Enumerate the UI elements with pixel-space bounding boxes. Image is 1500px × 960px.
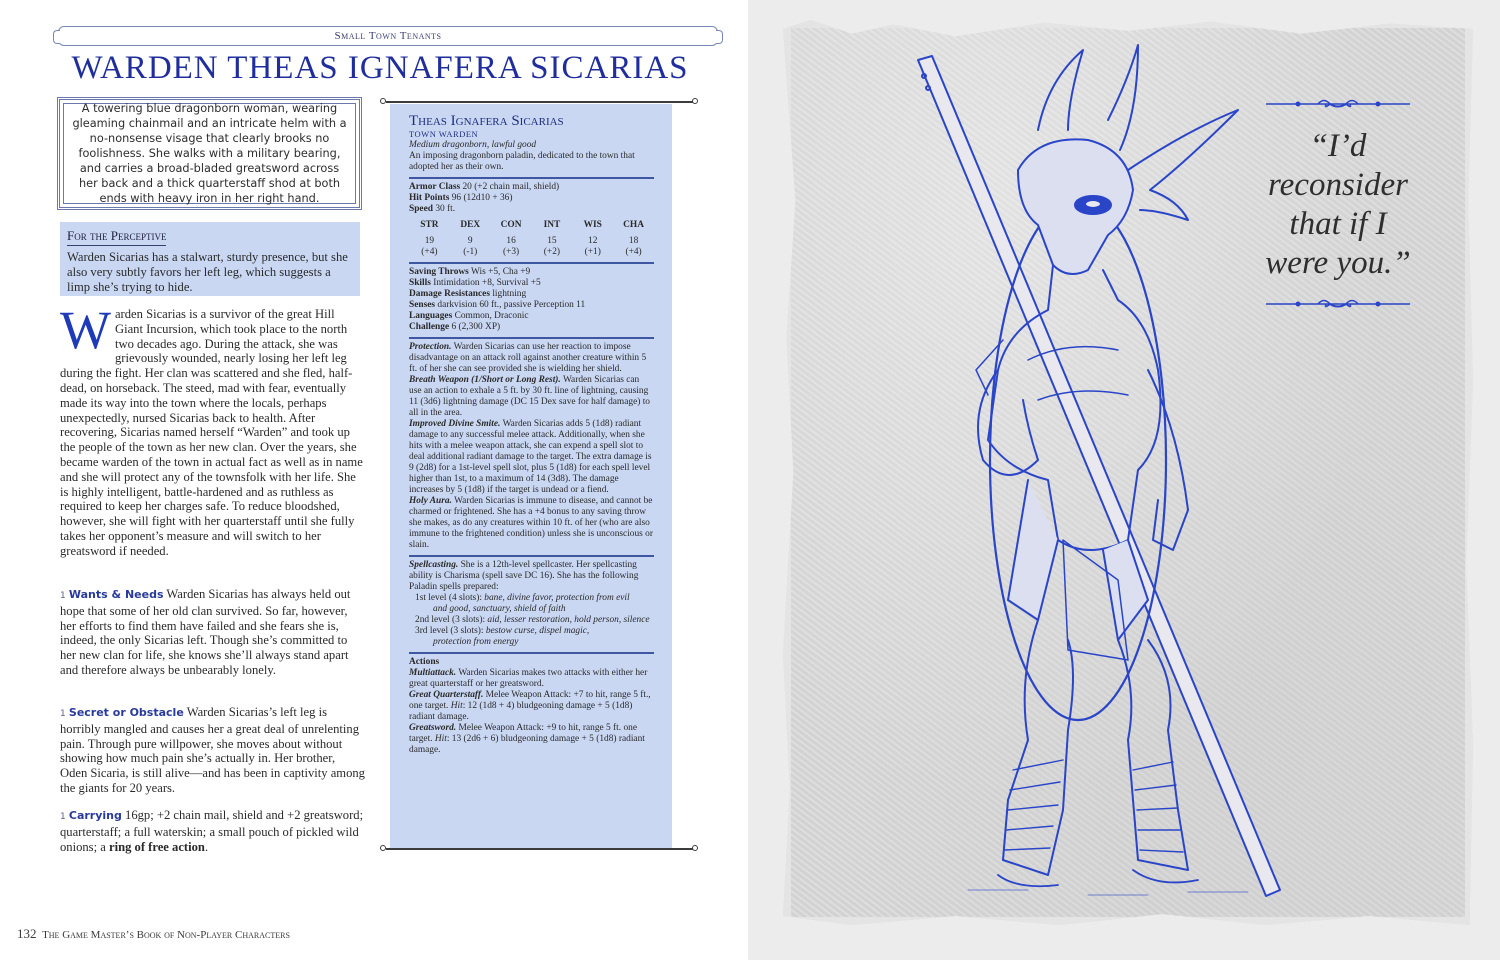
spell-list-continued: and good, sanctuary, shield of faith	[433, 604, 566, 614]
spell-level-2	[409, 615, 654, 626]
armor-class-line	[409, 182, 654, 193]
divider	[409, 177, 654, 179]
damage-resistances-value: lightning	[489, 289, 527, 299]
action-text: Warden Sicarias makes two attacks with either her great quarterstaff or her greatsword.	[409, 668, 648, 689]
secret-obstacle-paragraph	[60, 705, 365, 796]
spell-list-continued: protection from energy	[433, 637, 519, 647]
trait-holy-aura	[409, 496, 654, 551]
ability-modifier: (-1)	[463, 247, 478, 257]
spell-level-label: 2nd level (3 slots):	[415, 615, 488, 625]
ability-score: 12	[588, 236, 598, 246]
ability-modifier: (+4)	[421, 247, 438, 257]
carrying-end: .	[204, 839, 209, 854]
senses-label: Senses	[409, 300, 436, 310]
saving-throws-line	[409, 267, 654, 278]
trait-name: Protection.	[409, 342, 452, 352]
ability-score: 18	[628, 236, 639, 246]
skills-value: Intimidation +8, Survival +5	[430, 278, 541, 288]
languages-value: Common, Draconic	[452, 311, 529, 321]
stat-block-top-border	[386, 101, 696, 103]
speed-label: Speed	[409, 204, 433, 214]
spellcasting-text: She is a 12th-level spellcaster. Her spellcasting ability is Charisma (spell save DC 16). She has the following Paladin spells prepared:	[409, 560, 639, 592]
ability-name: INT	[543, 220, 561, 230]
creature-role: TOWN WARDEN	[409, 129, 479, 139]
ability-modifier: (+4)	[625, 247, 642, 257]
divider	[409, 652, 654, 654]
challenge-line	[409, 322, 654, 333]
perceptive-title: For the Perceptive	[67, 228, 166, 246]
action-hit-label: Hit	[434, 734, 447, 744]
border-end-dot	[380, 98, 386, 104]
ability-modifier: (+2)	[543, 247, 561, 257]
stat-block-bottom-border	[386, 848, 696, 850]
border-end-dot	[380, 845, 386, 851]
wants-needs-text: Warden Sicarias has always held out hope that some of her old clan survived. So far, however, her efforts to find them have failed and she fears she is, indeed, the only Sicarias left. Though she’s committed to her new clan for life, she knows she’ll always stand apart and therefore always be unbearably lonely.	[60, 587, 351, 677]
page-title: WARDEN THEAS IGNAFERA SICARIAS	[71, 50, 689, 86]
page-footer	[17, 926, 290, 942]
description-box	[57, 97, 362, 210]
trait-name: Breath Weapon (1/Short or Long Rest).	[409, 375, 561, 385]
action-name: Greatsword.	[409, 723, 457, 733]
ability-score: 15	[547, 236, 557, 246]
ability-name: WIS	[583, 220, 602, 230]
divider	[409, 337, 654, 339]
armor-class-value: 20 (+2 chain mail, shield)	[460, 182, 560, 192]
ability-modifier: (+1)	[584, 247, 601, 257]
hit-points-label: Hit Points	[409, 193, 450, 203]
flourish-ornament-icon	[1264, 95, 1412, 113]
quote-line: “I’d	[1309, 128, 1367, 164]
stat-block	[390, 104, 672, 848]
trait-text: Warden Sicarias adds 5 (1d8) radiant damage to any successful melee attack. Additionally, when she hits with a melee weapon attack, she can expend a spell slot to deal additional radiant damage to the target. The extra damage is 9 (2d8) for a 1st-level spell slot, plus 5 (1d8) for each spell level higher than 1st, to a maximum of 14 (3d8). The damage increases by 5 (1d8) if the target is undead or a fiend.	[409, 419, 652, 495]
bullet-number: 1	[60, 709, 66, 719]
trait-protection	[409, 342, 654, 375]
spell-list: aid, lesser restoration, hold person, silence	[487, 615, 650, 625]
action-hit-text: : 12 (1d8 + 4) bludgeoning damage + 5 (1d8) radiant damage.	[409, 701, 633, 722]
spell-level-3	[409, 626, 654, 637]
ability-con	[491, 220, 532, 258]
ability-name: CHA	[623, 220, 644, 230]
spell-list: bane, divine favor, protection from evil	[484, 593, 630, 603]
quote-line: reconsider	[1268, 167, 1408, 203]
senses-line	[409, 300, 654, 311]
ability-name: DEX	[460, 220, 481, 230]
action-text: Melee Weapon Attack: +7 to hit, range 5 ft., one target.	[409, 690, 651, 711]
page-number: 132	[17, 926, 37, 941]
ability-str	[409, 220, 450, 258]
ability-name: STR	[420, 220, 439, 230]
divider	[409, 262, 654, 264]
trait-breath-weapon	[409, 375, 654, 419]
border-end-dot	[692, 845, 698, 851]
trait-name: Improved Divine Smite.	[409, 419, 501, 429]
wants-needs-paragraph	[60, 587, 365, 678]
ability-modifier: (+3)	[502, 247, 520, 257]
spell-level-label: 3rd level (3 slots):	[415, 626, 486, 636]
hit-points-value: 96 (12d10 + 36)	[449, 193, 513, 203]
quote-text	[1253, 127, 1423, 283]
speed-value: 30 ft.	[432, 204, 456, 214]
challenge-value: 6 (2,300 XP)	[449, 322, 501, 332]
ability-scores	[409, 220, 654, 258]
spellcasting-name: Spellcasting.	[409, 560, 459, 570]
carrying-paragraph	[60, 808, 365, 854]
running-header: Small Town Tenants	[58, 26, 718, 46]
spellcasting	[409, 560, 654, 593]
actions-heading: Actions	[409, 657, 440, 667]
quote-line: were you.”	[1265, 245, 1411, 281]
ability-cha	[613, 220, 654, 258]
trait-text: Warden Sicarias can use an action to exhale a 5 ft. by 30 ft. line of lightning, causing 11 (3d6) lightning damage (DC 15 Dex save for half damage) to all in the area.	[409, 375, 650, 418]
pull-quote	[1253, 95, 1423, 313]
spell-level-1	[409, 593, 654, 604]
trait-text: Warden Sicarias is immune to disease, and cannot be charmed or frightened. She has a +4 bonus to any saving throw she makes, as do any creatures within 10 ft. of her (who are also immune to the frightened condition) unless she is unconscious or slain.	[409, 496, 653, 550]
carrying-label: Carrying	[68, 809, 122, 822]
languages-line	[409, 311, 654, 322]
quote-line: that if I	[1289, 206, 1387, 242]
spell-list: bestow curse, dispel magic,	[485, 626, 590, 636]
secret-obstacle-label: Secret or Obstacle	[68, 706, 184, 719]
saving-throws-value: Wis +5, Cha +9	[468, 267, 531, 277]
saving-throws-label: Saving Throws	[409, 267, 469, 277]
speed-line	[409, 204, 654, 215]
spell-level-label: 1st level (4 slots):	[415, 593, 485, 603]
right-page	[748, 0, 1500, 960]
creature-type: Medium dragonborn, lawful good	[409, 140, 537, 150]
left-page	[0, 0, 748, 960]
skills-line	[409, 278, 654, 289]
damage-resistances-label: Damage Resistances	[409, 289, 490, 299]
damage-resistances-line	[409, 289, 654, 300]
trait-name: Holy Aura.	[409, 496, 452, 506]
bullet-number: 1	[60, 591, 66, 601]
challenge-label: Challenge	[409, 322, 450, 332]
main-paragraph	[60, 300, 365, 559]
hit-points-line	[409, 193, 654, 204]
ability-score: 16	[506, 236, 516, 246]
creature-summary: An imposing dragonborn paladin, dedicated to the town that adopted her as their own.	[409, 151, 635, 172]
action-name: Multiattack.	[409, 668, 457, 678]
description-text: A towering blue dragonborn woman, wearing gleaming chainmail and an intricate helm with a no-nonsense visage that clearly brooks no foolishness. She walks with a military bearing, and carries a broad-bladed greatsword across her back and a thick quarterstaff shod at both ends with heavy iron in her right hand.	[63, 103, 356, 204]
action-hit-text: : 13 (2d6 + 6) bludgeoning damage + 5 (1d8) radiant damage.	[409, 734, 645, 755]
ability-score: 19	[424, 236, 435, 246]
carrying-magic-item: ring of free action	[108, 839, 205, 854]
ability-dex	[450, 220, 491, 258]
main-paragraph-text: arden Sicarias is a survivor of the great Hill Giant Incursion, which took place to the north two decades ago. During the attack, she was grievously wounded, nearly losing her left leg during the fight. Her clan was scattered and she fled, half-dead, on horseback. The steed, mad with fear, eventually made its way into the town where the locals, perhaps unexpectedly, nursed Sicarias back to health. After recovering, Sicarias named herself “Warden” and took up the people of the town as her new clan. Over the years, she became warden of the town in actual fact as well as in name and she will protect any of the townsfolk with her life. She is highly intelligent, battle-hardened and as ruthless as required to keep her charges safe. To reduce bloodshed, however, she will fight with her quarterstaff until she fully takes her opponent’s measure and will switch to her greatsword if needed.	[60, 307, 363, 558]
book-title: The Game Master’s Book of Non-Player Characters	[42, 929, 290, 941]
flourish-ornament-icon	[1264, 295, 1412, 313]
perceptive-sidebar	[60, 222, 360, 296]
creature-name: Theas Ignafera Sicarias	[409, 113, 564, 129]
secret-obstacle-text: Warden Sicarias’s left leg is horribly mangled and causes her a great deal of unrelenting pain. Through pure willpower, she moves about without showing how much pain she’s actually in. Her brother, Oden Sicaria, is still alive—and has been in captivity among the giants for 20 years.	[60, 705, 365, 795]
bullet-number: 1	[60, 812, 66, 822]
ability-int	[531, 220, 572, 258]
action-greatsword	[409, 723, 654, 756]
languages-label: Languages	[409, 311, 453, 321]
divider	[409, 555, 654, 557]
ability-score: 9	[467, 236, 473, 246]
perceptive-text: Warden Sicarias has a stalwart, sturdy presence, but she also very subtly favors her left leg, which suggests a limp she’s trying to hide.	[67, 250, 348, 294]
ability-wis	[572, 220, 613, 258]
wants-needs-label: Wants & Needs	[68, 588, 164, 601]
action-text: Melee Weapon Attack: +9 to hit, range 5 ft. one target.	[409, 723, 638, 744]
trait-improved-divine-smite	[409, 419, 654, 496]
trait-text: Warden Sicarias can use her reaction to impose disadvantage on an attack roll against another creature within 5 ft. of her she can see provided she is wielding her shield.	[409, 342, 647, 374]
action-hit-label: Hit	[450, 701, 463, 711]
action-name: Great Quarterstaff.	[409, 690, 484, 700]
senses-value: darkvision 60 ft., passive Perception 11	[435, 300, 586, 310]
stat-block-frame	[386, 101, 696, 853]
action-great-quarterstaff	[409, 690, 654, 723]
drop-cap: W	[60, 300, 111, 360]
carrying-text: 16gp; +2 chain mail, shield and +2 greatsword; quarterstaff; a full waterskin; a small pouch of pickled wild onions; a	[60, 808, 364, 854]
armor-class-label: Armor Class	[409, 182, 461, 192]
skills-label: Skills	[409, 278, 431, 288]
dragonborn-warden-illustration	[888, 40, 1308, 920]
ability-name: CON	[500, 220, 522, 230]
border-end-dot	[692, 98, 698, 104]
action-multiattack	[409, 668, 654, 690]
